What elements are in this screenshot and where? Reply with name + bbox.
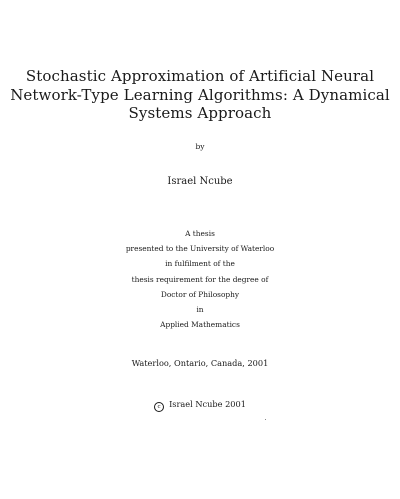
title-line-1: Stochastic Approximation of Artificial Neural [25, 67, 375, 85]
thesis-line-6: in [196, 305, 204, 315]
thesis-line-2: presented to the University of Waterloo [125, 244, 275, 254]
place-and-date: Waterloo, Ontario, Canada, 2001 [131, 358, 269, 368]
thesis-statement [0, 226, 400, 332]
thesis-line-4: thesis requirement for the degree of [131, 274, 269, 284]
copyright-text: Israel Ncube 2001 [169, 399, 246, 409]
thesis-title [0, 67, 400, 123]
thesis-line-5: Doctor of Philosophy [160, 289, 240, 299]
by-label: by [195, 142, 205, 151]
thesis-line-1: A thesis [185, 229, 215, 238]
copyright-notice [0, 399, 400, 412]
thesis-line-3: in fulfilment of the [165, 259, 235, 269]
title-line-2: Network-Type Learning Algorithms: A Dynamical [10, 85, 390, 104]
scan-speck [265, 419, 266, 420]
copyright-icon: c [154, 402, 164, 412]
title-line-3: Systems Approach [128, 104, 272, 122]
author-name: Israel Ncube [167, 176, 233, 187]
thesis-line-7: Applied Mathematics [160, 320, 240, 330]
